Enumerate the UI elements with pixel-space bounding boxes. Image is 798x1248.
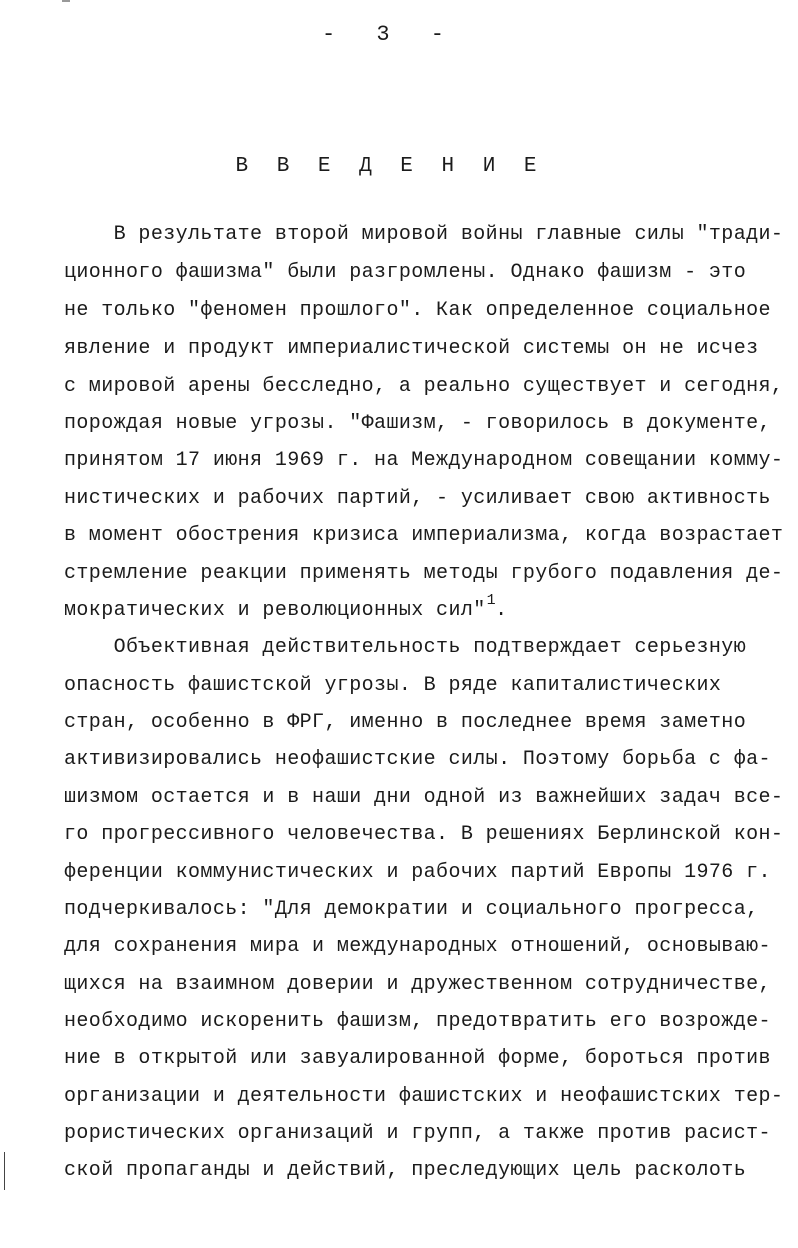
text-line: ференции коммунистических и рабочих партий Европы 1976 г. bbox=[64, 861, 771, 884]
text-line: ской пропаганды и действий, преследующих цель расколоть bbox=[64, 1159, 747, 1182]
text-line: подчеркивалось: "Для демократии и социального прогресса, bbox=[64, 898, 759, 921]
footnote-tail: . bbox=[495, 599, 508, 622]
text-line: в момент обострения кризиса империализма, когда возрастает bbox=[64, 524, 784, 547]
text-line: необходимо искоренить фашизм, предотвратить его возрожде- bbox=[64, 1010, 771, 1033]
page-number: - 3 - bbox=[321, 22, 458, 47]
text-line: ционного фашизма" были разгромлены. Однако фашизм - это bbox=[64, 261, 747, 284]
text-line: шизмом остается и в наши дни одной из важнейших задач все- bbox=[64, 786, 784, 809]
text-line: для сохранения мира и международных отношений, основываю- bbox=[64, 935, 771, 958]
text-line: го прогрессивного человечества. В решениях Берлинской кон- bbox=[64, 823, 784, 846]
text-line: стремление реакции применять методы грубого подавления де- bbox=[64, 562, 784, 585]
text-line: нистических и рабочих партий, - усиливает свою активность bbox=[64, 487, 771, 510]
text-line: мократических и революционных сил" bbox=[64, 599, 486, 622]
text-line: с мировой арены бесследно, а реально существует и сегодня, bbox=[64, 375, 784, 398]
text-line: организации и деятельности фашистских и неофашистских тер- bbox=[64, 1085, 784, 1108]
text-line: ние в открытой или завуалированной форме, бороться против bbox=[64, 1047, 771, 1070]
footnote-marker: 1 bbox=[486, 592, 497, 609]
text-line: щихся на взаимном доверии и дружественном сотрудничестве, bbox=[64, 973, 771, 996]
text-line: принятом 17 июня 1969 г. на Международном совещании комму- bbox=[64, 449, 784, 472]
text-line: порождая новые угрозы. "Фашизм, - говорилось в документе, bbox=[64, 412, 771, 435]
text-line: стран, особенно в ФРГ, именно в последнее время заметно bbox=[64, 711, 747, 734]
text-line: В результате второй мировой войны главные силы "тради- bbox=[64, 223, 784, 246]
margin-mark bbox=[4, 1152, 5, 1190]
text-line-with-footnote bbox=[64, 592, 508, 625]
scan-artifact bbox=[62, 0, 70, 2]
text-line: рористических организаций и групп, а также против расист- bbox=[64, 1122, 771, 1145]
text-line: опасность фашистской угрозы. В ряде капиталистических bbox=[64, 674, 722, 697]
text-line: не только "феномен прошлого". Как определенное социальное bbox=[64, 299, 771, 322]
section-title: В В Е Д Е Н И Е bbox=[235, 155, 545, 178]
text-line: активизировались неофашистские силы. Поэтому борьба с фа- bbox=[64, 748, 771, 771]
text-line: Объективная действительность подтверждает серьезную bbox=[64, 636, 747, 659]
text-line: явление и продукт империалистической системы он не исчез bbox=[64, 337, 759, 360]
